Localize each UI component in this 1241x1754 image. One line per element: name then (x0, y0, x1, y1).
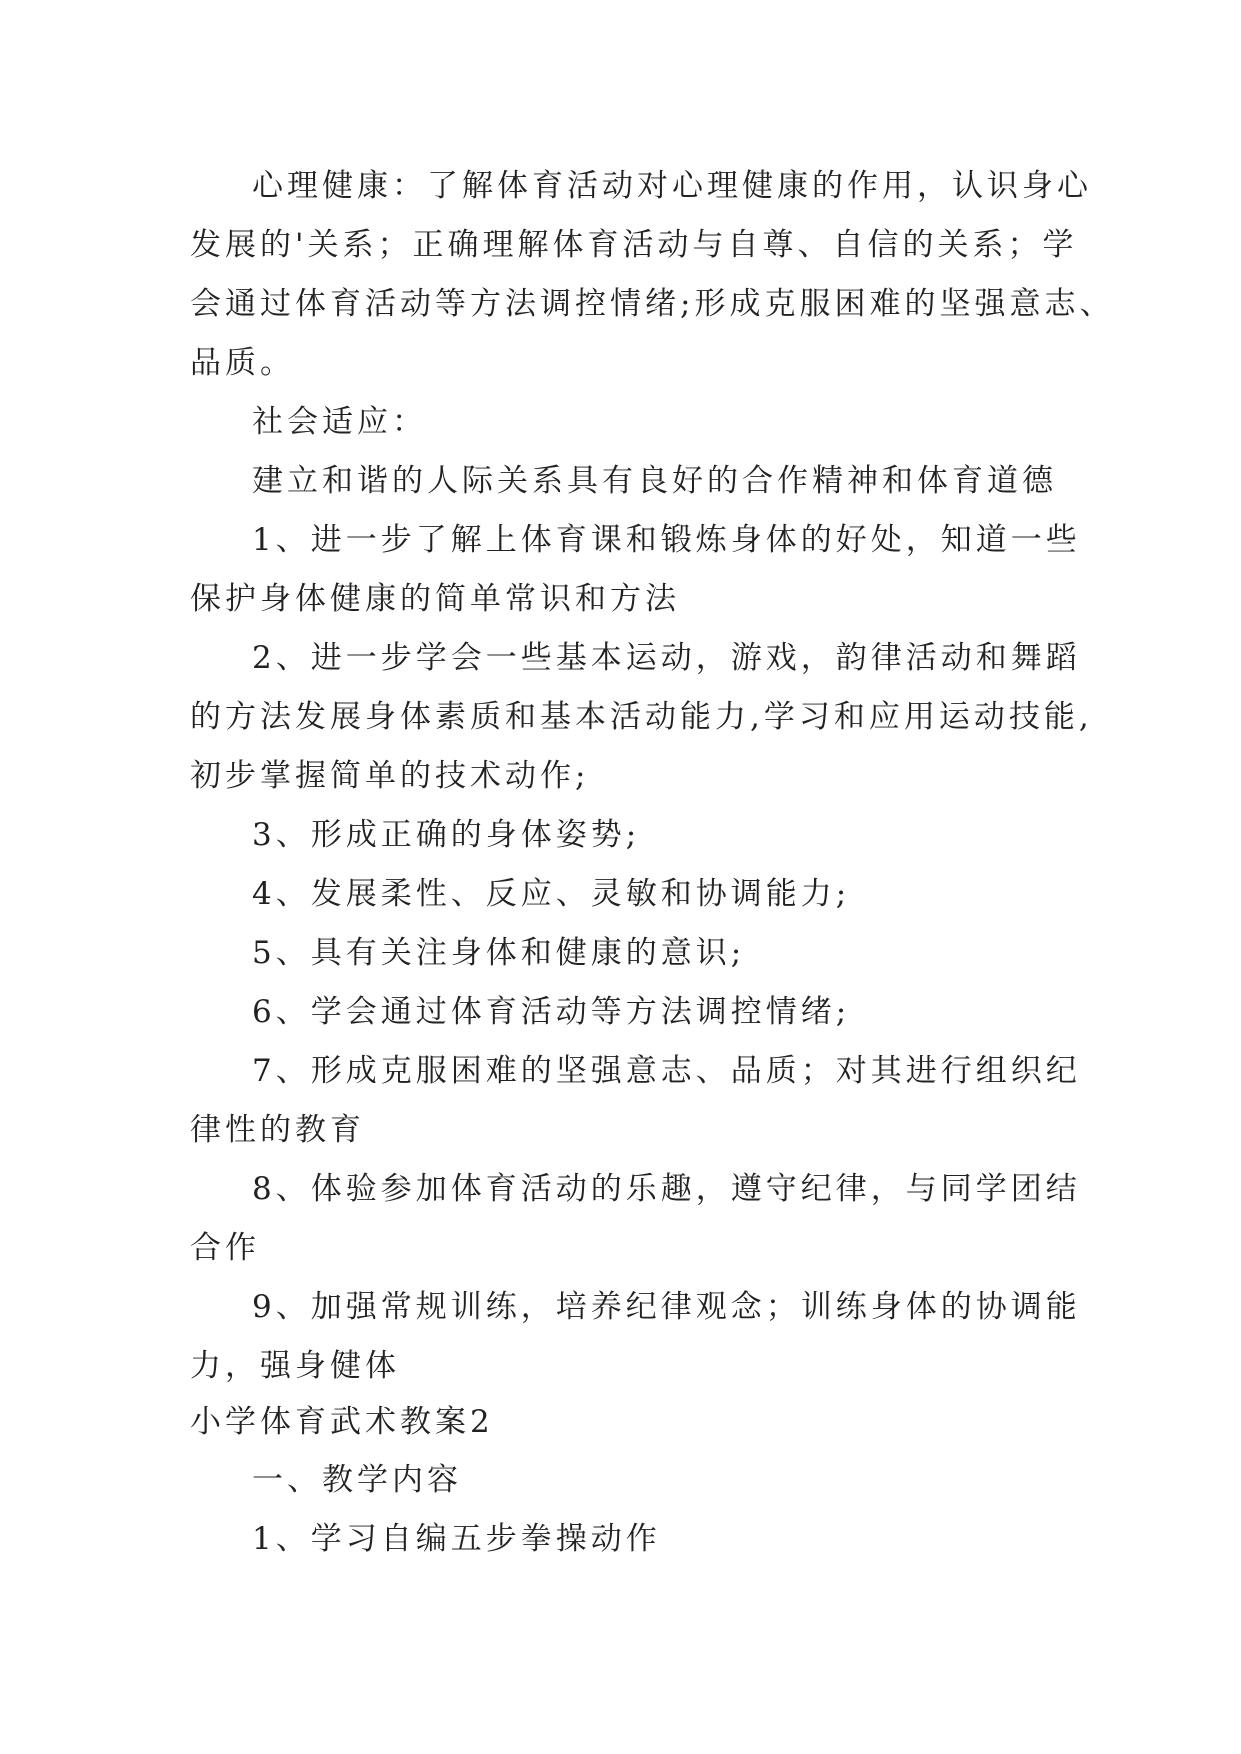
list-item: 6、学会通过体育活动等方法调控情绪; (252, 994, 851, 1030)
list-item: 2、进一步学会一些基本运动，游戏，韵律活动和舞蹈 (252, 640, 1081, 676)
list-item: 9、加强常规训练，培养纪律观念；训练身体的协调能 (252, 1289, 1081, 1325)
paragraph-line: 初步掌握简单的技术动作; (190, 758, 590, 794)
list-item: 7、形成克服困难的坚强意志、品质；对其进行组织纪 (252, 1053, 1081, 1089)
paragraph-line: 的方法发展身体素质和基本活动能力,学习和应用运动技能, (190, 699, 1093, 735)
section-title: 小学体育武术教案2 (190, 1404, 494, 1440)
section-label: 社会适应： (252, 404, 427, 440)
paragraph-line: 力，强身健体 (190, 1348, 400, 1384)
paragraph-line: 保护身体健康的简单常识和方法 (190, 581, 680, 617)
list-item: 4、发展柔性、反应、灵敏和协调能力; (252, 876, 851, 912)
paragraph-line: 发展的'关系；正确理解体育活动与自尊、自信的关系；学 (190, 227, 1078, 263)
list-item: 1、进一步了解上体育课和锻炼身体的好处，知道一些 (252, 522, 1081, 558)
paragraph-line: 品质。 (190, 345, 295, 381)
list-item: 1、学习自编五步拳操动作 (252, 1521, 661, 1557)
list-item: 3、形成正确的身体姿势; (252, 817, 641, 853)
list-item: 5、具有关注身体和健康的意识; (252, 935, 746, 971)
paragraph-line: 律性的教育 (190, 1112, 365, 1148)
list-item: 8、体验参加体育活动的乐趣，遵守纪律，与同学团结 (252, 1171, 1081, 1207)
paragraph-line: 会通过体育活动等方法调控情绪;形成克服困难的坚强意志、 (190, 286, 1115, 322)
paragraph-line: 建立和谐的人际关系具有良好的合作精神和体育道德 (252, 463, 1057, 499)
paragraph-line: 合作 (190, 1230, 260, 1266)
subsection-heading: 一、教学内容 (252, 1462, 462, 1498)
paragraph-line: 心理健康：了解体育活动对心理健康的作用，认识身心 (252, 168, 1092, 204)
